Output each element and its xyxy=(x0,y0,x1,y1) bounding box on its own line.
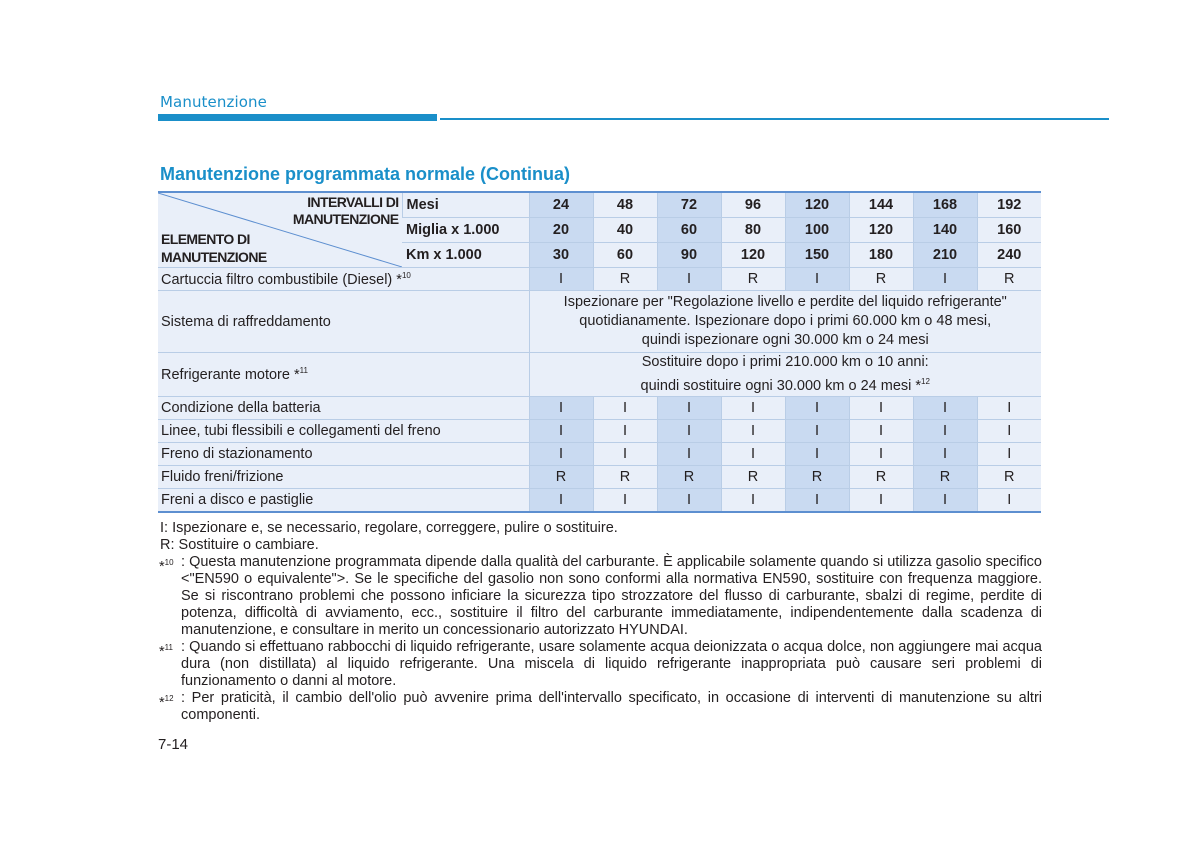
schedule-note xyxy=(529,291,1041,353)
item-name xyxy=(158,291,529,353)
interval-value: 72 xyxy=(657,192,721,218)
footnote-asterisk: * xyxy=(159,559,165,575)
schedule-cell: I xyxy=(913,489,977,513)
interval-value: 120 xyxy=(785,192,849,218)
page-title: Manutenzione programmata normale (Continua) xyxy=(160,164,571,184)
schedule-note-text: Ispezionare per "Regolazione livello e perdite del liquido refrigerante" xyxy=(563,294,1007,310)
footnote xyxy=(160,690,1042,724)
item-name xyxy=(158,268,529,291)
footnote-ref: 11 xyxy=(299,366,308,375)
item-label: Refrigerante motore * xyxy=(161,367,300,383)
schedule-cell: I xyxy=(913,397,977,420)
footnote-number: 10 xyxy=(164,558,174,567)
intervals-heading: INTERVALLI DI MANUTENZIONE xyxy=(292,194,399,227)
interval-value: 90 xyxy=(657,243,721,268)
interval-unit: Km x 1.000 xyxy=(402,243,529,268)
schedule-cell: I xyxy=(913,420,977,443)
schedule-note-text: quindi ispezionare ogni 30.000 km o 24 mesi xyxy=(641,332,929,348)
table-row xyxy=(158,466,1041,489)
table-row xyxy=(158,489,1041,513)
interval-value: 160 xyxy=(977,218,1041,243)
schedule-cell: I xyxy=(657,268,721,291)
item-name xyxy=(158,420,529,443)
footnote-asterisk: * xyxy=(159,644,165,660)
schedule-note-text: Sostituire dopo i primi 210.000 km o 10 anni: xyxy=(641,354,929,370)
interval-value: 24 xyxy=(529,192,593,218)
schedule-cell: I xyxy=(529,443,593,466)
schedule-cell: I xyxy=(785,443,849,466)
footnote xyxy=(160,554,1042,639)
item-label: Cartuccia filtro combustibile (Diesel) * xyxy=(161,271,402,288)
footnote-ref: 10 xyxy=(401,270,411,280)
footnote-number: 11 xyxy=(164,643,173,652)
interval-value: 120 xyxy=(849,218,913,243)
footnote-ref: 12 xyxy=(921,377,930,386)
item-name xyxy=(158,443,529,466)
schedule-cell: R xyxy=(849,466,913,489)
footnote-mark xyxy=(159,639,173,661)
item-label: Sistema di raffreddamento xyxy=(161,313,331,330)
schedule-cell: I xyxy=(913,268,977,291)
header-rule-thin xyxy=(440,118,1109,120)
interval-value: 210 xyxy=(913,243,977,268)
table-row xyxy=(158,291,1041,353)
header-rule-thick xyxy=(158,114,437,121)
schedule-cell: I xyxy=(657,489,721,513)
maintenance-schedule-table xyxy=(158,191,1041,513)
schedule-cell: I xyxy=(529,489,593,513)
schedule-cell: I xyxy=(849,489,913,513)
schedule-cell: I xyxy=(977,489,1041,513)
item-label: Linee, tubi flessibili e collegamenti del freno xyxy=(161,423,441,439)
footnote-mark xyxy=(159,554,174,576)
schedule-cell: I xyxy=(529,268,593,291)
interval-value: 100 xyxy=(785,218,849,243)
item-name xyxy=(158,466,529,489)
item-label: Fluido freni/frizione xyxy=(161,469,284,485)
item-label: Freni a disco e pastiglie xyxy=(161,492,314,508)
schedule-cell: R xyxy=(977,466,1041,489)
interval-value: 120 xyxy=(721,243,785,268)
schedule-note-line xyxy=(530,353,1042,372)
interval-value: 20 xyxy=(529,218,593,243)
schedule-cell: R xyxy=(721,466,785,489)
interval-value: 80 xyxy=(721,218,785,243)
footnote-asterisk: * xyxy=(159,695,165,711)
legend-replace: R: Sostituire o cambiare. xyxy=(160,537,319,553)
schedule-cell: R xyxy=(721,268,785,291)
schedule-cell: I xyxy=(849,443,913,466)
schedule-cell: R xyxy=(849,268,913,291)
interval-value: 40 xyxy=(593,218,657,243)
legend-inspect: I: Ispezionare e, se necessario, regolare, correggere, pulire o sostituire. xyxy=(160,520,618,536)
table-corner-header xyxy=(158,192,402,268)
schedule-cell: I xyxy=(913,443,977,466)
schedule-cell: R xyxy=(593,466,657,489)
schedule-cell: I xyxy=(785,397,849,420)
interval-unit: Miglia x 1.000 xyxy=(402,218,529,243)
schedule-cell: I xyxy=(593,420,657,443)
footnote-text: : Per praticità, il cambio dell'olio può avvenire prima dell'intervallo specificato, in occasione di interventi di manutenzione su altri componenti. xyxy=(181,690,1042,723)
schedule-cell: I xyxy=(593,443,657,466)
schedule-cell: I xyxy=(785,420,849,443)
footnote-mark xyxy=(159,690,174,712)
schedule-cell: I xyxy=(721,489,785,513)
schedule-cell: I xyxy=(593,489,657,513)
schedule-cell: I xyxy=(977,397,1041,420)
interval-value: 144 xyxy=(849,192,913,218)
interval-value: 140 xyxy=(913,218,977,243)
footnote-number: 12 xyxy=(164,694,174,703)
interval-value: 180 xyxy=(849,243,913,268)
interval-value: 192 xyxy=(977,192,1041,218)
table-row xyxy=(158,397,1041,420)
interval-value: 168 xyxy=(913,192,977,218)
schedule-cell: I xyxy=(721,397,785,420)
schedule-cell: R xyxy=(785,466,849,489)
schedule-note-text: quotidianamente. Ispezionare dopo i primi 60.000 km o 48 mesi, xyxy=(579,313,992,329)
schedule-cell: I xyxy=(721,420,785,443)
schedule-cell: I xyxy=(849,397,913,420)
footnote-text: : Quando si effettuano rabbocchi di liquido refrigerante, usare solamente acqua deionizzata o acqua dolce, non aggiungere mai acqua dura (non distillata) al liquido refrigerante. Una miscela di liquido refrigerante inappropriata può causare seri problemi di funzionamento o danni al motore. xyxy=(181,639,1042,689)
schedule-cell: I xyxy=(657,443,721,466)
footnote-text: : Questa manutenzione programmata dipende dalla qualità del carburante. È applicabile solamente quando si utilizza gasolio specifico <"EN590 o equivalente">. Se le specifiche del gasolio non sono conformi alla normativa EN590, sostituire con frequenza maggiore. Se si riscontrano problemi che possono inficiare la sicurezza tipo strozzatore del flusso di carburante, sbalzi di regime, perdite di potenza, difficoltà di avviamento, ecc., sostituire il filtro del carburante immediatamente, indipendentemente dalla scadenza di manutenzione, e consultare in merito un concessionario autorizzato HYUNDAI. xyxy=(181,554,1042,638)
interval-unit: Mesi xyxy=(402,192,529,218)
table-row xyxy=(158,268,1041,291)
schedule-cell: I xyxy=(785,489,849,513)
interval-value: 96 xyxy=(721,192,785,218)
interval-value: 30 xyxy=(529,243,593,268)
schedule-cell: I xyxy=(529,397,593,420)
item-name xyxy=(158,353,529,397)
schedule-cell: R xyxy=(913,466,977,489)
interval-value: 60 xyxy=(657,218,721,243)
schedule-cell: R xyxy=(657,466,721,489)
footnote xyxy=(160,639,1042,690)
schedule-note-line xyxy=(530,372,1042,396)
schedule-cell: I xyxy=(785,268,849,291)
schedule-cell: I xyxy=(721,443,785,466)
table-row xyxy=(158,353,1041,397)
interval-value: 60 xyxy=(593,243,657,268)
schedule-note xyxy=(529,353,1041,397)
interval-value: 150 xyxy=(785,243,849,268)
item-name xyxy=(158,397,529,420)
schedule-cell: R xyxy=(977,268,1041,291)
schedule-cell: I xyxy=(529,420,593,443)
schedule-cell: R xyxy=(529,466,593,489)
interval-value: 240 xyxy=(977,243,1041,268)
item-label: Condizione della batteria xyxy=(161,400,321,416)
table-row xyxy=(158,443,1041,466)
page-number: 7-14 xyxy=(158,736,189,753)
schedule-note-text: quindi sostituire ogni 30.000 km o 24 mesi * xyxy=(640,378,922,394)
interval-value: 48 xyxy=(593,192,657,218)
schedule-note-line xyxy=(530,331,1042,350)
schedule-cell: I xyxy=(849,420,913,443)
schedule-cell: I xyxy=(977,443,1041,466)
schedule-cell: I xyxy=(657,397,721,420)
table-row xyxy=(158,420,1041,443)
schedule-cell: I xyxy=(593,397,657,420)
item-label: Freno di stazionamento xyxy=(161,446,313,462)
item-name xyxy=(158,489,529,513)
schedule-cell: I xyxy=(657,420,721,443)
footnotes xyxy=(160,554,1042,724)
schedule-note-line xyxy=(530,293,1042,312)
interval-row xyxy=(158,192,1041,218)
schedule-note-line xyxy=(530,312,1042,331)
schedule-cell: I xyxy=(977,420,1041,443)
schedule-cell: R xyxy=(593,268,657,291)
notes xyxy=(160,520,1042,724)
element-heading: ELEMENTO DI MANUTENZIONE xyxy=(161,231,267,265)
section-label: Manutenzione xyxy=(160,93,267,111)
